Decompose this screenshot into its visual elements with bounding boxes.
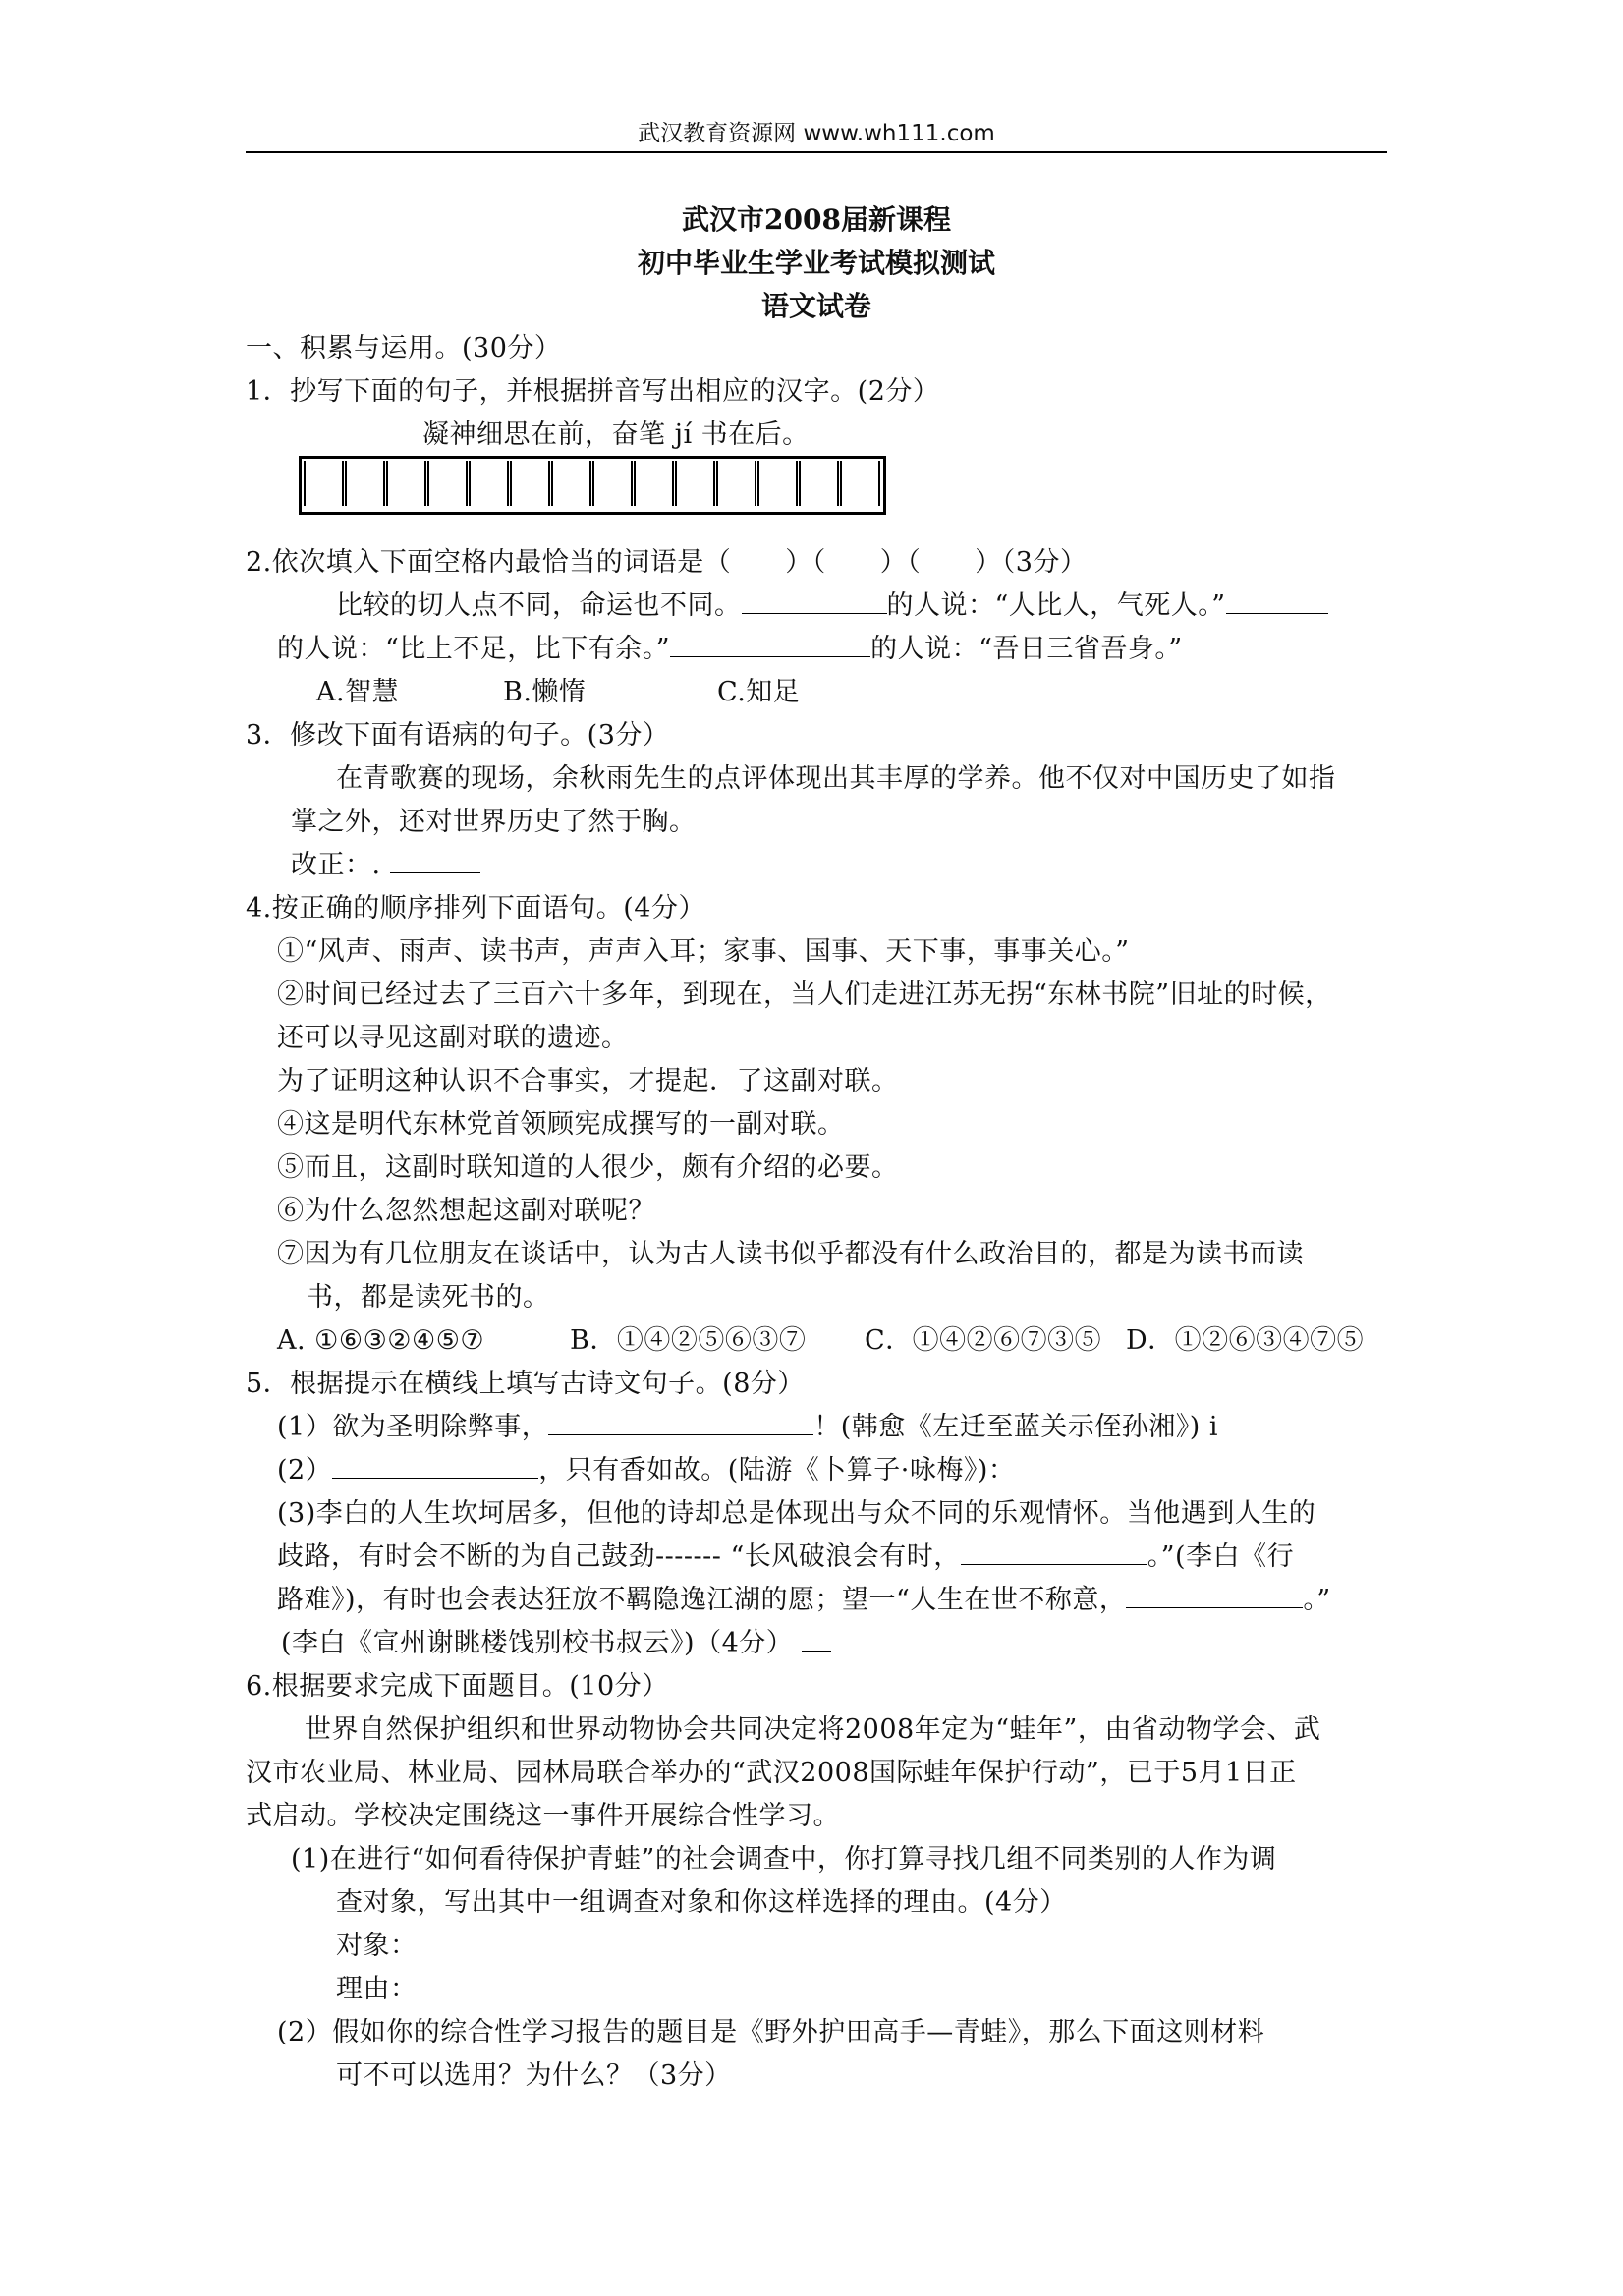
q2-option-a: A.智慧	[316, 677, 400, 707]
exam-title-line-1: 武汉市2008届新课程	[682, 203, 951, 236]
q5-item-3-line-3	[277, 1582, 1331, 1619]
q5-text: 。”(李白《行	[1147, 1541, 1295, 1572]
fill-blank[interactable]	[332, 1454, 538, 1479]
q5-item-1	[277, 1409, 1218, 1446]
q6-passage-line-1: 世界自然保护组织和世界动物协会共同决定将2008年定为“蛙年”，由省动物学会、武	[305, 1714, 1321, 1745]
fill-blank[interactable]	[548, 1411, 813, 1435]
q4-sentence-7-cont: 书，都是读死书的。	[307, 1282, 550, 1313]
answer-box[interactable]	[675, 461, 715, 506]
q4-option-d: D．①②⑥③④⑦⑤	[1126, 1325, 1365, 1356]
q3-stem: 3．修改下面有语病的句子。(3分）	[246, 720, 670, 751]
q5-text: ！(韩愈《左迁至蓝关示侄孙湘》) i	[813, 1412, 1219, 1442]
q4-option-c: C．①④②⑥⑦③⑤	[865, 1325, 1102, 1356]
q4-sentence-1: ①“风声、雨声、读书声，声声入耳；家事、国事、天下事，事事关心。”	[277, 936, 1130, 967]
q2-text: 的人说：“人比人，气死人。”	[886, 590, 1226, 621]
answer-box[interactable]	[551, 461, 591, 506]
answer-box[interactable]	[634, 461, 674, 506]
fill-blank[interactable]	[1226, 589, 1328, 614]
section-1-heading: 一、积累与运用。(30分）	[246, 333, 562, 364]
answer-box[interactable]	[304, 461, 344, 506]
q4-option-a: A. ①⑥③②④⑤⑦	[277, 1325, 485, 1356]
q3-line-1: 在青歌赛的现场，余秋雨先生的点评体现出其丰厚的学养。他不仅对中国历史了如指	[336, 763, 1336, 794]
q3-correction	[291, 847, 480, 884]
fill-blank[interactable]	[670, 633, 870, 657]
fill-blank[interactable]	[390, 849, 480, 873]
answer-box[interactable]	[592, 461, 633, 506]
q5-text: ，只有香如故。(陆游《卜算子·咏梅》)：	[538, 1455, 1016, 1485]
answer-box[interactable]	[510, 461, 550, 506]
answer-box[interactable]	[345, 461, 385, 506]
answer-box[interactable]	[386, 461, 426, 506]
answer-box[interactable]	[427, 461, 468, 506]
q4-sentence-6: ⑥为什么忽然想起这副对联呢？	[277, 1196, 655, 1226]
q2-text: 的人说：“比上不足，比下有余。”	[277, 634, 671, 664]
q2-stem: 2.依次填入下面空格内最恰当的词语是（ ）（ ）（ ）（3分）	[246, 547, 1088, 578]
q2-passage-line-2	[277, 631, 1183, 668]
q2-option-c: C.知足	[717, 677, 801, 707]
q5-text: (李白《宣州谢眺楼饯别校书叔云》)（4分）	[281, 1628, 794, 1658]
q5-text: (1）欲为圣明除弊事，	[277, 1412, 549, 1442]
exam-title-line-3: 语文试卷	[760, 290, 871, 322]
q1-stem: 1．抄写下面的句子，并根据拼音写出相应的汉字。(2分）	[246, 376, 940, 407]
answer-box[interactable]	[757, 461, 798, 506]
q4-stem: 4.按正确的顺序排列下面语句。(4分）	[246, 893, 705, 924]
q5-text: 歧路，有时会不断的为自己鼓劲------- “长风破浪会有时，	[277, 1541, 961, 1572]
q6-sub1-line-2: 查对象，写出其中一组调查对象和你这样选择的理由。(4分）	[336, 1887, 1067, 1918]
q4-sentence-2: ②时间已经过去了三百六十多年，到现在，当人们走进江苏无拐“东林书院”旧址的时候，	[277, 980, 1332, 1010]
page-header: 武汉教育资源网 www.wh111.com	[638, 121, 995, 146]
q5-text: (2）	[277, 1455, 333, 1485]
q6-passage-line-3: 式启动。学校决定围绕这一事件开展综合性学习。	[246, 1801, 840, 1831]
q6-object-label: 对象：	[336, 1931, 418, 1961]
q2-text: 比较的切人点不同，命运也不同。	[336, 590, 742, 621]
q6-sub2-line-2: 可不可以选用？为什么？（3分）	[336, 2060, 732, 2091]
q4-sentence-4: ④这是明代东林党首领顾宪成撰写的一副对联。	[277, 1109, 845, 1140]
answer-box[interactable]	[716, 461, 756, 506]
q2-option-b: B.懒惰	[503, 677, 587, 707]
q4-option-b: B．①④②⑤⑥③⑦	[570, 1325, 807, 1356]
q5-text: 路难》)，有时也会表达狂放不羁隐逸江湖的愿；望一“人生在世不称意，	[277, 1585, 1127, 1615]
q4-sentence-2-cont: 还可以寻见这副对联的遗迹。	[277, 1023, 629, 1053]
fill-blank[interactable]	[802, 1627, 831, 1652]
answer-box[interactable]	[799, 461, 839, 506]
q4-sentence-3: 为了证明这种认识不合事实，才提起．了这副对联。	[277, 1066, 899, 1096]
exam-title-line-2: 初中毕业生学业考试模拟测试	[637, 247, 995, 279]
q2-text: 的人说：“吾日三省吾身。”	[870, 634, 1183, 664]
q4-sentence-7: ⑦因为有几位朋友在谈话中，认为古人读书似乎都没有什么政治目的，都是为读书而读	[277, 1239, 1304, 1269]
answer-box[interactable]	[840, 461, 880, 506]
fill-blank[interactable]	[742, 589, 887, 614]
header-rule	[246, 151, 1387, 153]
q5-stem: 5．根据提示在横线上填写古诗文句子。(8分）	[246, 1369, 805, 1399]
q6-reason-label: 理由：	[336, 1974, 418, 2004]
q1-answer-grid[interactable]	[299, 456, 886, 515]
q6-sub1-line-1: (1)在进行“如何看待保护青蛙”的社会调查中，你打算寻找几组不同类别的人作为调	[291, 1844, 1277, 1875]
q5-item-3-line-4	[281, 1625, 831, 1662]
q4-sentence-5: ⑤而且，这副时联知道的人很少，颇有介绍的必要。	[277, 1152, 899, 1183]
q3-correction-label: 改正：.	[291, 850, 381, 880]
fill-blank[interactable]	[1126, 1584, 1303, 1608]
answer-box[interactable]	[469, 461, 509, 506]
q6-sub2-line-1: (2）假如你的综合性学习报告的题目是《野外护田高手—青蛙》，那么下面这则材料	[277, 2017, 1265, 2047]
q1-sentence: 凝神细思在前，奋笔 jí 书在后。	[422, 420, 810, 450]
q5-item-2	[277, 1452, 1015, 1489]
q2-passage-line-1	[336, 588, 1328, 625]
q5-item-3-line-2	[277, 1539, 1294, 1576]
q3-line-2: 掌之外，还对世界历史了然于胸。	[291, 807, 697, 837]
q5-text: 。”	[1303, 1585, 1331, 1615]
q6-passage-line-2: 汉市农业局、林业局、园林局联合举办的“武汉2008国际蛙年保护行动”，已于5月1日正	[246, 1758, 1297, 1788]
q6-stem: 6.根据要求完成下面题目。(10分）	[246, 1671, 669, 1702]
fill-blank[interactable]	[961, 1540, 1147, 1565]
q5-item-3-line-1: (3)李白的人生坎坷居多，但他的诗却总是体现出与众不同的乐观情怀。当他遇到人生的	[277, 1498, 1316, 1529]
